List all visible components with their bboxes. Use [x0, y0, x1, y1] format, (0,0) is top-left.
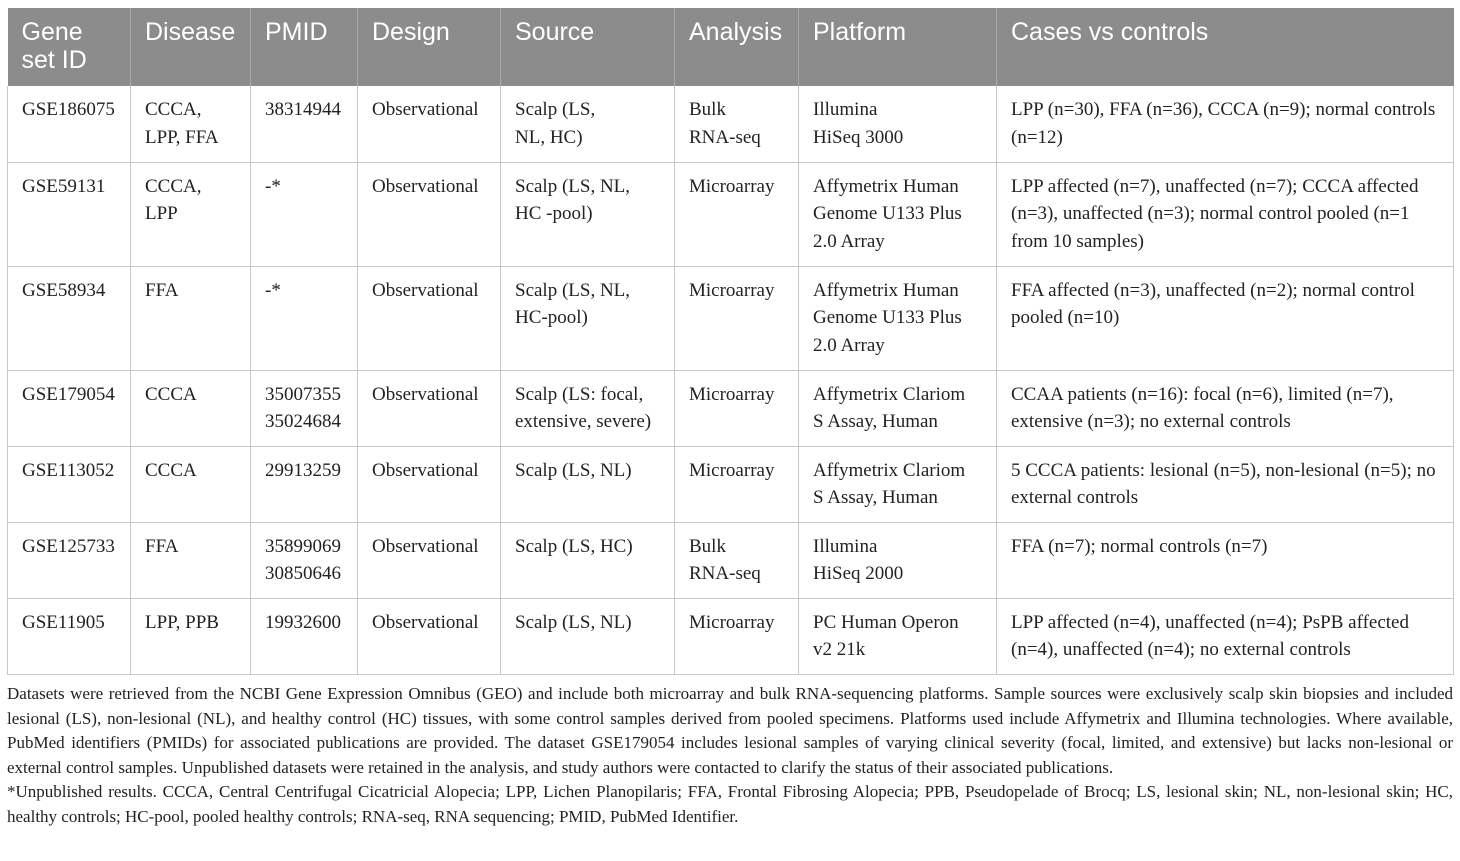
- cell-cases-vs-controls: LPP (n=30), FFA (n=36), CCCA (n=9); normal controls (n=12): [997, 86, 1454, 162]
- cell-disease: FFA: [131, 266, 251, 370]
- cell-design: Observational: [358, 522, 501, 598]
- cell-analysis: Microarray: [675, 446, 799, 522]
- cell-pmid: 29913259: [251, 446, 358, 522]
- cell-cases-vs-controls: 5 CCCA patients: lesional (n=5), non-lesional (n=5); no external controls: [997, 446, 1454, 522]
- table-row: [8, 522, 1454, 598]
- table-row: [8, 370, 1454, 446]
- cell-cases-vs-controls: LPP affected (n=7), unaffected (n=7); CCCA affected (n=3), unaffected (n=3); normal control pooled (n=1 from 10 samples): [997, 162, 1454, 266]
- cell-gene-set-id: GSE11905: [8, 598, 131, 674]
- footnote-abbreviations: *Unpublished results. CCCA, Central Centrifugal Cicatricial Alopecia; LPP, Lichen Planopilaris; FFA, Frontal Fibrosing Alopecia; PPB, Pseudopelade of Brocq; LS, lesional skin; NL, non-lesional skin; HC, healthy controls; HC-pool, pooled healthy controls; RNA-seq, RNA sequencing; PMID, PubMed Identifier.: [7, 782, 1453, 826]
- cell-design: Observational: [358, 598, 501, 674]
- cell-design: Observational: [358, 370, 501, 446]
- dataset-table-container: [7, 8, 1453, 675]
- cell-analysis: Bulk RNA-seq: [675, 86, 799, 162]
- cell-design: Observational: [358, 86, 501, 162]
- cell-pmid: 38314944: [251, 86, 358, 162]
- cell-cases-vs-controls: FFA (n=7); normal controls (n=7): [997, 522, 1454, 598]
- cell-gene-set-id: GSE125733: [8, 522, 131, 598]
- header-cases-vs-controls: Cases vs controls: [997, 8, 1454, 86]
- cell-cases-vs-controls: FFA affected (n=3), unaffected (n=2); normal control pooled (n=10): [997, 266, 1454, 370]
- cell-disease: CCCA, LPP: [131, 162, 251, 266]
- cell-disease: LPP, PPB: [131, 598, 251, 674]
- cell-analysis: Microarray: [675, 266, 799, 370]
- cell-pmid: 19932600: [251, 598, 358, 674]
- header-analysis: Analysis: [675, 8, 799, 86]
- header-source: Source: [501, 8, 675, 86]
- cell-design: Observational: [358, 162, 501, 266]
- cell-disease: CCCA: [131, 446, 251, 522]
- table-header-row: [8, 8, 1454, 86]
- cell-gene-set-id: GSE186075: [8, 86, 131, 162]
- cell-design: Observational: [358, 446, 501, 522]
- cell-gene-set-id: GSE59131: [8, 162, 131, 266]
- cell-source: Scalp (LS, NL, HC): [501, 86, 675, 162]
- cell-cases-vs-controls: CCAA patients (n=16): focal (n=6), limited (n=7), extensive (n=3); no external controls: [997, 370, 1454, 446]
- cell-platform: Affymetrix Clariom S Assay, Human: [799, 370, 997, 446]
- cell-platform: PC Human Operon v2 21k: [799, 598, 997, 674]
- header-platform: Platform: [799, 8, 997, 86]
- header-design: Design: [358, 8, 501, 86]
- cell-platform: Illumina HiSeq 3000: [799, 86, 997, 162]
- cell-source: Scalp (LS, NL, HC-pool): [501, 266, 675, 370]
- cell-source: Scalp (LS, NL): [501, 446, 675, 522]
- cell-analysis: Bulk RNA-seq: [675, 522, 799, 598]
- cell-pmid: -*: [251, 162, 358, 266]
- table-row: [8, 446, 1454, 522]
- cell-disease: CCCA, LPP, FFA: [131, 86, 251, 162]
- header-disease: Disease: [131, 8, 251, 86]
- cell-source: Scalp (LS, HC): [501, 522, 675, 598]
- table-row: [8, 598, 1454, 674]
- cell-cases-vs-controls: LPP affected (n=4), unaffected (n=4); PsPB affected (n=4), unaffected (n=4); no external controls: [997, 598, 1454, 674]
- header-pmid: PMID: [251, 8, 358, 86]
- cell-pmid: 35007355 35024684: [251, 370, 358, 446]
- cell-analysis: Microarray: [675, 162, 799, 266]
- cell-platform: Illumina HiSeq 2000: [799, 522, 997, 598]
- table-footnote: [7, 682, 1453, 829]
- table-row: [8, 86, 1454, 162]
- cell-analysis: Microarray: [675, 370, 799, 446]
- cell-design: Observational: [358, 266, 501, 370]
- cell-disease: CCCA: [131, 370, 251, 446]
- dataset-table: [7, 8, 1454, 675]
- cell-source: Scalp (LS, NL, HC -pool): [501, 162, 675, 266]
- header-gene-set-id: Gene set ID: [8, 8, 131, 86]
- cell-platform: Affymetrix Clariom S Assay, Human: [799, 446, 997, 522]
- footnote-description: Datasets were retrieved from the NCBI Gene Expression Omnibus (GEO) and include both microarray and bulk RNA-sequencing platforms. Sample sources were exclusively scalp skin biopsies and included lesional (LS), non-lesional (NL), and healthy control (HC) tissues, with some control samples derived from pooled specimens. Platforms used include Affymetrix and Illumina technologies. Where available, PubMed identifiers (PMIDs) for associated publications are provided. The dataset GSE179054 includes lesional samples of varying clinical severity (focal, limited, and extensive) but lacks non-lesional or external control samples. Unpublished datasets were retained in the analysis, and study authors were contacted to clarify the status of their associated publications.: [7, 684, 1453, 777]
- cell-disease: FFA: [131, 522, 251, 598]
- cell-gene-set-id: GSE179054: [8, 370, 131, 446]
- cell-source: Scalp (LS: focal, extensive, severe): [501, 370, 675, 446]
- cell-source: Scalp (LS, NL): [501, 598, 675, 674]
- cell-platform: Affymetrix Human Genome U133 Plus 2.0 Array: [799, 162, 997, 266]
- cell-pmid: 35899069 30850646: [251, 522, 358, 598]
- table-row: [8, 266, 1454, 370]
- cell-pmid: -*: [251, 266, 358, 370]
- cell-gene-set-id: GSE113052: [8, 446, 131, 522]
- cell-analysis: Microarray: [675, 598, 799, 674]
- cell-platform: Affymetrix Human Genome U133 Plus 2.0 Array: [799, 266, 997, 370]
- cell-gene-set-id: GSE58934: [8, 266, 131, 370]
- table-row: [8, 162, 1454, 266]
